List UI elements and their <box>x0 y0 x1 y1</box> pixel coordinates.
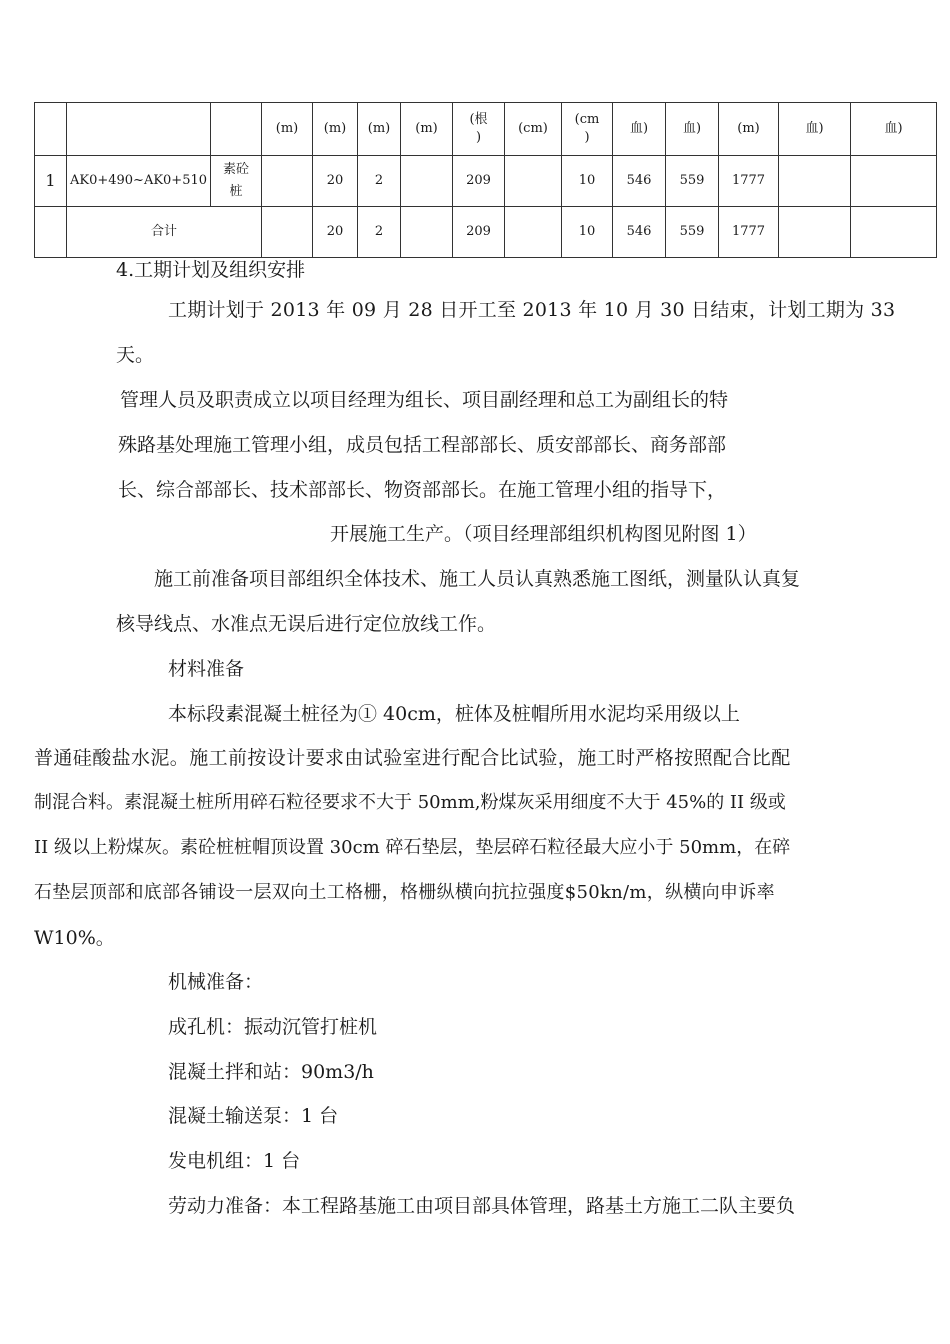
table-cell: 血) <box>613 103 666 156</box>
management-paragraph-cont: 殊路基处理施工管理小组，成员包括工程部部长、质安部部长、商务部部 <box>118 434 727 456</box>
table-cell <box>851 207 937 258</box>
table-cell <box>851 156 937 207</box>
schedule-paragraph-cont: 天。 <box>116 344 155 366</box>
machinery-item: 混凝土输送泵：1 台 <box>168 1105 339 1127</box>
table-total-row <box>35 207 937 258</box>
machinery-item: 成孔机：振动沉管打桩机 <box>168 1016 378 1038</box>
table-cell: 1 <box>35 156 67 207</box>
table-cell: 20 <box>313 207 358 258</box>
table-cell: 血) <box>851 103 937 156</box>
table-cell: 209 <box>453 207 505 258</box>
machinery-item: 混凝土拌和站：90m3/h <box>168 1061 374 1083</box>
table-cell: 1777 <box>719 156 779 207</box>
table-cell: (m) <box>358 103 401 156</box>
total-label: 合计 <box>67 207 262 258</box>
table-cell: (m) <box>313 103 358 156</box>
preparation-paragraph-cont: 核导线点、水准点无误后进行定位放线工作。 <box>116 613 497 635</box>
table-header-row <box>35 103 937 156</box>
table-cell <box>35 207 67 258</box>
table-cell: (cm) <box>505 103 562 156</box>
table-cell <box>779 207 851 258</box>
machinery-heading: 机械准备： <box>168 971 264 993</box>
management-paragraph: 管理人员及职责成立以项目经理为组长、项目副经理和总工为副组长的特 <box>120 389 729 411</box>
table-cell <box>779 156 851 207</box>
pile-quantity-table <box>34 102 937 258</box>
table-cell: 2 <box>358 207 401 258</box>
table-cell: 素砼 桩 <box>211 156 262 207</box>
table-cell: (cm ) <box>562 103 613 156</box>
table-cell: (m) <box>719 103 779 156</box>
table-cell: (根 ) <box>453 103 505 156</box>
table-cell: AK0+490~AK0+510 <box>67 156 211 207</box>
table-cell: (m) <box>262 103 313 156</box>
table-cell: 2 <box>358 156 401 207</box>
table-cell: 10 <box>562 156 613 207</box>
material-paragraph-cont: II 级以上粉煤灰。素砼桩桩帽顶设置 30cm 碎石垫层，垫层碎石粒径最大应小于 50mm，在碎 <box>34 837 791 858</box>
table-cell <box>401 207 453 258</box>
table-cell: 20 <box>313 156 358 207</box>
section-heading: 4.工期计划及组织安排 <box>116 259 306 281</box>
table-cell <box>262 207 313 258</box>
preparation-paragraph: 施工前准备项目部组织全体技术、施工人员认真熟悉施工图纸，测量队认真复 <box>154 568 801 590</box>
table-cell <box>505 207 562 258</box>
table-cell: 546 <box>613 156 666 207</box>
table-cell <box>401 156 453 207</box>
material-paragraph-cont: W10%。 <box>34 927 115 949</box>
schedule-paragraph: 工期计划于 2013 年 09 月 28 日开工至 2013 年 10 月 30 日结束，计划工期为 33 <box>168 299 896 321</box>
management-paragraph-cont: 长、综合部部长、技术部部长、物资部部长。在施工管理小组的指导下， <box>118 479 727 501</box>
table-cell: 546 <box>613 207 666 258</box>
table-cell: 1777 <box>719 207 779 258</box>
table-cell <box>35 103 67 156</box>
material-paragraph: 本标段素混凝土桩径为① 40cm，桩体及桩帽所用水泥均采用级以上 <box>168 703 740 725</box>
material-paragraph-cont: 普通硅酸盐水泥。施工前按设计要求由试验室进行配合比试验，施工时严格按照配合比配 <box>34 747 791 769</box>
table-cell: 血) <box>666 103 719 156</box>
table-cell <box>67 103 211 156</box>
table-cell: 559 <box>666 156 719 207</box>
table-cell: 血) <box>779 103 851 156</box>
labor-paragraph: 劳动力准备：本工程路基施工由项目部具体管理，路基土方施工二队主要负 <box>168 1195 796 1217</box>
table-cell <box>211 103 262 156</box>
table-cell <box>262 156 313 207</box>
management-paragraph-cont: 开展施工生产。（项目经理部组织机构图见附图 1） <box>330 523 757 545</box>
table-cell: 559 <box>666 207 719 258</box>
material-paragraph-cont: 制混合料。素混凝土桩所用碎石粒径要求不大于 50mm,粉煤灰采用细度不大于 45%的 II 级或 <box>34 792 786 813</box>
material-paragraph-cont: 石垫层顶部和底部各铺设一层双向土工格栅，格栅纵横向抗拉强度$50kn/m，纵横向申诉率 <box>34 882 775 903</box>
table-row <box>35 156 937 207</box>
table-cell <box>505 156 562 207</box>
table-cell: 10 <box>562 207 613 258</box>
machinery-item: 发电机组：1 台 <box>168 1150 301 1172</box>
table-cell: (m) <box>401 103 453 156</box>
material-heading: 材料准备 <box>168 658 245 680</box>
table-cell: 209 <box>453 156 505 207</box>
